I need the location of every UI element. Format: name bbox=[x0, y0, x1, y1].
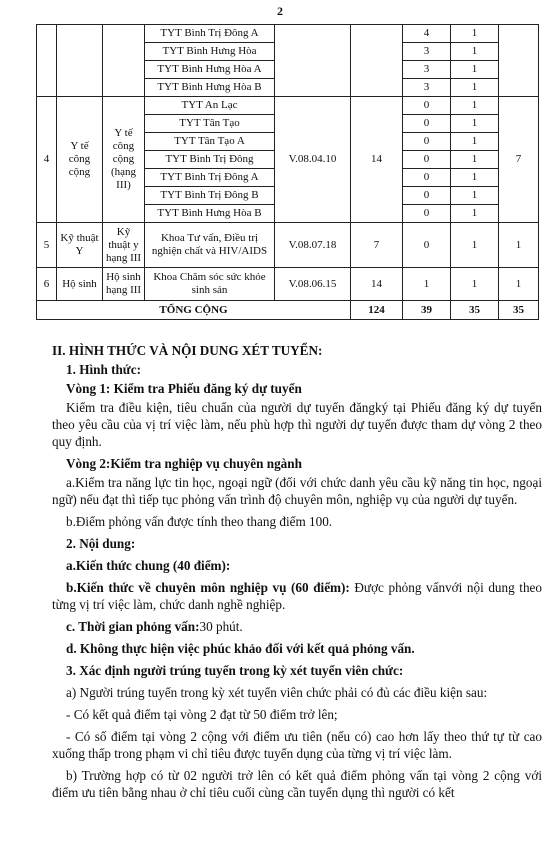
stt-cell: 4 bbox=[37, 97, 57, 223]
winner-a1: - Có kết quả điểm tại vòng 2 đạt từ 50 điểm trở lên; bbox=[66, 707, 338, 722]
count-cell: 0 bbox=[403, 97, 451, 115]
count-cell: 1 bbox=[451, 115, 499, 133]
count-cell: 1 bbox=[451, 151, 499, 169]
count-cell: 1 bbox=[451, 79, 499, 97]
content-b-label: b.Kiến thức về chuyên môn nghiệp vụ (60 điểm): bbox=[66, 580, 350, 595]
last-cell: 7 bbox=[499, 97, 539, 223]
count-cell: 1 bbox=[451, 187, 499, 205]
title-cell: Hộ sinh hạng III bbox=[103, 268, 145, 301]
count-cell: 1 bbox=[451, 223, 499, 268]
count-cell: 1 bbox=[451, 43, 499, 61]
document-body bbox=[52, 342, 542, 803]
unit-cell: Khoa Chăm sóc sức khỏe sinh sản bbox=[145, 268, 275, 301]
recruitment-table bbox=[36, 24, 539, 320]
count-cell: 0 bbox=[403, 151, 451, 169]
content-c-text: 30 phút. bbox=[199, 619, 243, 634]
total-cell: 7 bbox=[351, 223, 403, 268]
total-cell: 14 bbox=[351, 268, 403, 301]
section-heading: II. HÌNH THỨC VÀ NỘI DUNG XÉT TUYỂN: bbox=[52, 343, 323, 358]
unit-cell: TYT Bình Hưng Hòa A bbox=[145, 61, 275, 79]
total-cell: 14 bbox=[351, 97, 403, 223]
count-cell: 3 bbox=[403, 79, 451, 97]
content-c-label: c. Thời gian phỏng vấn: bbox=[66, 619, 200, 634]
content-d: d. Không thực hiện việc phúc khảo đối với kết quả phỏng vấn. bbox=[66, 641, 415, 656]
round2-b: b.Điểm phỏng vấn được tính theo thang điểm 100. bbox=[66, 514, 333, 529]
content-c bbox=[52, 618, 542, 635]
total-cell: 35 bbox=[499, 301, 539, 320]
total-cell: 39 bbox=[403, 301, 451, 320]
round1-title: Vòng 1: Kiểm tra Phiếu đăng ký dự tuyển bbox=[66, 381, 302, 396]
winner-b: b) Trường hợp có từ 02 người trở lên có kết quả điểm phỏng vấn tại vòng 2 cộng với điểm ưu tiên bằng nhau ở chỉ tiêu cuối cùng cần tuyển dụng thì người có kết bbox=[52, 768, 542, 800]
unit-cell: Khoa Tư vấn, Điều trị nghiện chất và HIV/AIDS bbox=[145, 223, 275, 268]
total-row bbox=[37, 301, 539, 320]
count-cell: 1 bbox=[451, 61, 499, 79]
content-b bbox=[52, 579, 542, 613]
position-cell: Hộ sinh bbox=[57, 268, 103, 301]
title-cell: Kỹ thuật y hạng III bbox=[103, 223, 145, 268]
count-cell: 4 bbox=[403, 25, 451, 43]
round1-body: Kiểm tra điều kiện, tiêu chuẩn của người dự tuyển đăngký tại Phiếu đăng ký dự tuyển theo yêu cầu của vị trí việc làm, nếu phù hợp thì người dự tuyển được tham dự vòng 2 theo quy định. bbox=[52, 400, 542, 449]
stt-cell: 6 bbox=[37, 268, 57, 301]
unit-cell: TYT Tân Tạo bbox=[145, 115, 275, 133]
count-cell: 1 bbox=[403, 268, 451, 301]
count-cell: 0 bbox=[403, 187, 451, 205]
unit-cell: TYT Tân Tạo A bbox=[145, 133, 275, 151]
position-cell: Y tế công cộng bbox=[57, 97, 103, 223]
round2-a: a.Kiểm tra năng lực tin học, ngoại ngữ (đối với chức danh yêu cầu kỹ năng tin học, ngoại ngữ) nếu đạt thì tiếp tục phỏng vấn trình độ chuyên môn, nghiệp vụ của người dự tuyển. bbox=[52, 475, 542, 507]
code-cell: V.08.06.15 bbox=[275, 268, 351, 301]
code-cell: V.08.07.18 bbox=[275, 223, 351, 268]
count-cell: 1 bbox=[451, 97, 499, 115]
total-cell: 35 bbox=[451, 301, 499, 320]
last-cell: 1 bbox=[499, 223, 539, 268]
winner-a: a) Người trúng tuyển trong kỳ xét tuyển viên chức phải có đủ các điều kiện sau: bbox=[66, 685, 488, 700]
count-cell: 1 bbox=[451, 268, 499, 301]
count-cell: 1 bbox=[451, 205, 499, 223]
table-row bbox=[37, 268, 539, 301]
unit-cell: TYT Bình Hưng Hòa B bbox=[145, 79, 275, 97]
page-number: 2 bbox=[277, 4, 283, 18]
count-cell: 1 bbox=[451, 133, 499, 151]
code-cell: V.08.04.10 bbox=[275, 97, 351, 223]
count-cell: 0 bbox=[403, 205, 451, 223]
total-label: TỔNG CỘNG bbox=[37, 301, 351, 320]
unit-cell: TYT Bình Trị Đông B bbox=[145, 187, 275, 205]
total-cell: 124 bbox=[351, 301, 403, 320]
title-cell: Y tế công cộng (hạng III) bbox=[103, 97, 145, 223]
unit-cell: TYT Bình Trị Đông bbox=[145, 151, 275, 169]
subheading-content: 2. Nội dung: bbox=[66, 536, 136, 551]
count-cell: 0 bbox=[403, 115, 451, 133]
count-cell: 3 bbox=[403, 43, 451, 61]
position-cell: Kỹ thuật Y bbox=[57, 223, 103, 268]
unit-cell: TYT Bình Trị Đông A bbox=[145, 169, 275, 187]
unit-cell: TYT Bình Trị Đông A bbox=[145, 25, 275, 43]
unit-cell: TYT An Lạc bbox=[145, 97, 275, 115]
table-row bbox=[37, 223, 539, 268]
subheading-winner: 3. Xác định người trúng tuyển trong kỳ xét tuyển viên chức: bbox=[66, 663, 404, 678]
subheading-form: 1. Hình thức: bbox=[66, 362, 141, 377]
winner-a2: - Có số điểm tại vòng 2 cộng với điểm ưu tiên (nếu có) cao hơn lấy theo thứ tự từ cao xuống thấp trong phạm vi chỉ tiêu được tuyển dụng của từng vị trí việc làm. bbox=[52, 729, 542, 761]
content-b-text: Được phỏng vấnvới nội dung theo từng vị trí việc làm, chức danh nghề nghiệp. bbox=[52, 580, 543, 612]
count-cell: 0 bbox=[403, 223, 451, 268]
last-cell: 1 bbox=[499, 268, 539, 301]
count-cell: 3 bbox=[403, 61, 451, 79]
stt-cell: 5 bbox=[37, 223, 57, 268]
unit-cell: TYT Bình Hưng Hòa B bbox=[145, 205, 275, 223]
round2-title: Vòng 2:Kiểm tra nghiệp vụ chuyên ngành bbox=[66, 456, 302, 471]
count-cell: 1 bbox=[451, 25, 499, 43]
count-cell: 1 bbox=[451, 169, 499, 187]
table-row bbox=[37, 97, 539, 115]
count-cell: 0 bbox=[403, 169, 451, 187]
content-a: a.Kiến thức chung (40 điểm): bbox=[66, 558, 231, 573]
count-cell: 0 bbox=[403, 133, 451, 151]
unit-cell: TYT Bình Hưng Hòa bbox=[145, 43, 275, 61]
table-row bbox=[37, 25, 539, 43]
